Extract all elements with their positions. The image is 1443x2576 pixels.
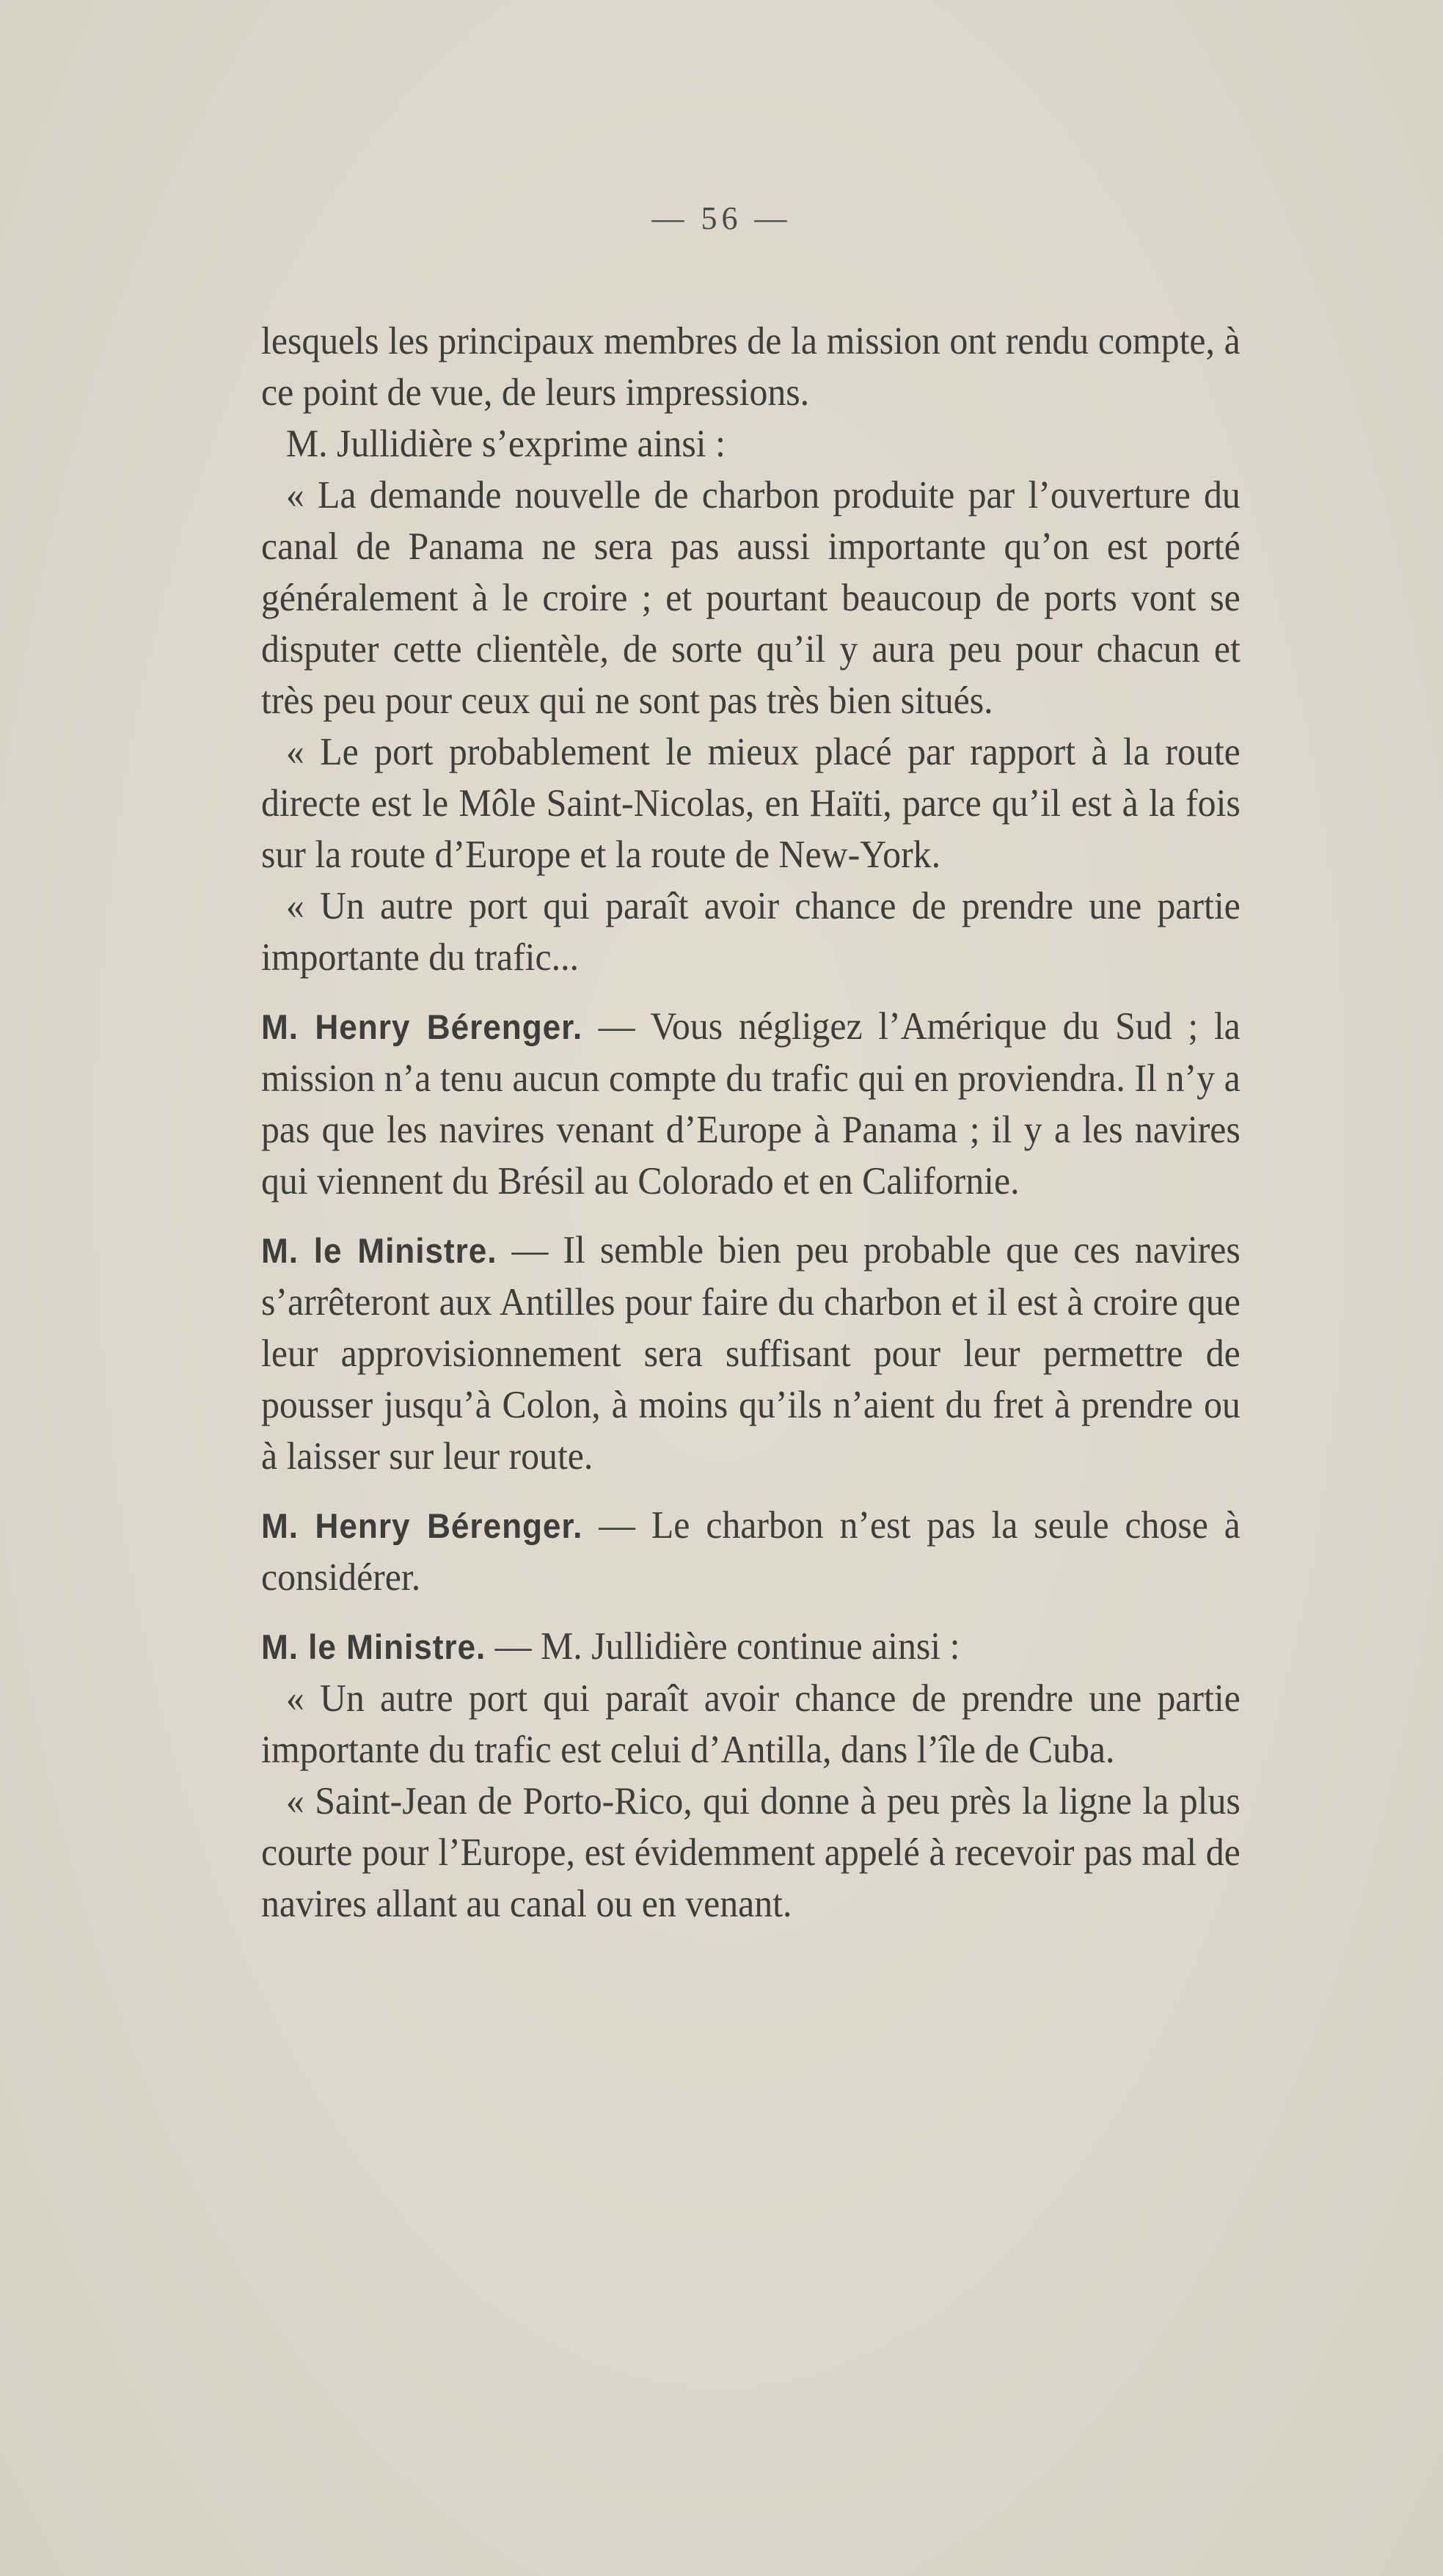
speech-text: — Vous négligez l’Amérique du Sud ; la mission n’a tenu aucun compte du trafic qui en proviendra. Il n’y a pas que les navires venant d’Europe à Panama ; il y a les navires qui viennent du Brésil au Colorado et en Californie. <box>261 1005 1241 1203</box>
paragraph-jullidiere-intro: M. Jullidière s’exprime ainsi : <box>285 423 726 465</box>
paragraph-quote-other-port: « Un autre port qui paraît avoir chance de prendre une partie importante du trafic... <box>261 885 1241 979</box>
speaker-name: M. le Ministre. <box>261 1627 486 1666</box>
paragraph-quote-saint-jean: « Saint-Jean de Porto-Rico, qui donne à peu près la ligne la plus courte pour l’Europe, est évidemment appelé à recevoir pas mal de navires allant au canal ou en venant. <box>261 1780 1241 1925</box>
speaker-name: M. le Ministre. <box>261 1231 497 1270</box>
speech-ministre-2 <box>261 1621 1241 1673</box>
speech-ministre-1 <box>261 1225 1241 1482</box>
speech-text: — Le charbon n’est pas la seule chose à considérer. <box>261 1504 1241 1599</box>
paragraph-quote-mole: « Le port probablement le mieux placé par rapport à la route directe est le Môle Saint-Nicolas, en Haïti, parce qu’il est à la fois sur la route d’Europe et la route de New-York. <box>261 731 1241 876</box>
speech-berenger-2 <box>261 1500 1241 1603</box>
body-text <box>261 315 1241 1930</box>
paragraph-continuation: lesquels les principaux membres de la mission ont rendu compte, à ce point de vue, de leurs impressions. <box>261 320 1241 414</box>
speech-text: — Il semble bien peu probable que ces navires s’arrêteront aux Antilles pour faire du charbon et il est à croire que leur approvisionnement sera suffisant pour leur permettre de pousser jusqu’à Colon, à moins qu’ils n’aient du fret à prendre ou à laisser sur leur route. <box>261 1229 1241 1478</box>
paragraph-quote-antilla: « Un autre port qui paraît avoir chance de prendre une partie importante du trafic est celui d’Antilla, dans l’île de Cuba. <box>261 1677 1241 1771</box>
paragraph-quote-demand: « La demande nouvelle de charbon produite par l’ouverture du canal de Panama ne sera pas aussi importante qu’on est porté généralement à le croire ; et pourtant beaucoup de ports vont se disputer cette clientèle, de sorte qu’il y aura peu pour chacun et très peu pour ceux qui ne sont pas très bien situés. <box>261 474 1241 722</box>
speaker-name: M. Henry Bérenger. <box>261 1007 583 1046</box>
speech-berenger-1 <box>261 1001 1241 1207</box>
page-number: — 56 — <box>651 200 792 236</box>
speaker-name: M. Henry Bérenger. <box>261 1506 583 1545</box>
speech-text: — M. Jullidière continue ainsi : <box>486 1625 960 1668</box>
